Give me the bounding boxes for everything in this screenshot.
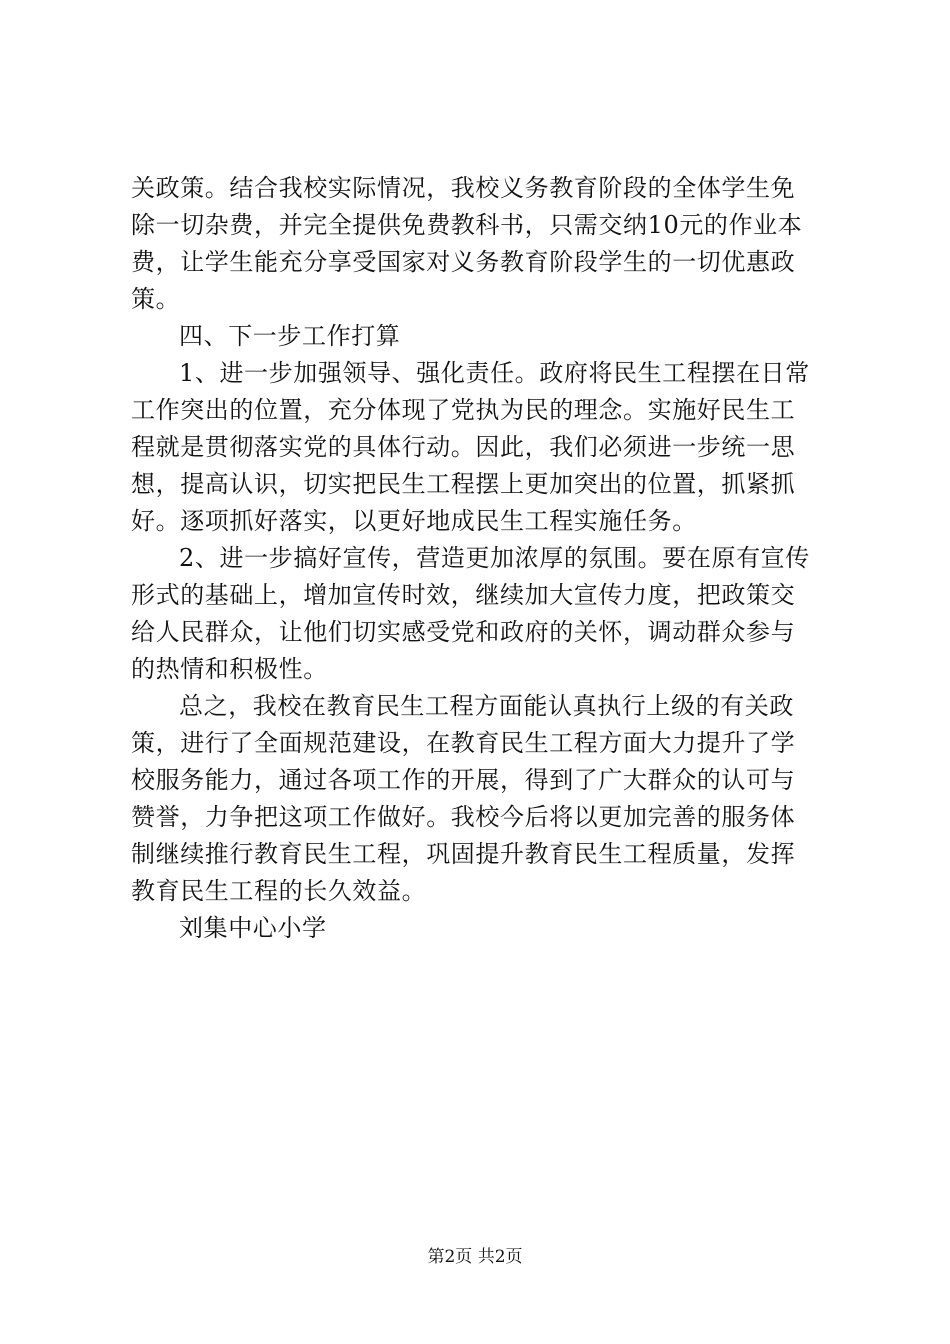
section-heading: 四、下一步工作打算: [179, 322, 401, 350]
text-line: 给人民群众，让他们切实感受党和政府的关怀，调动群众参与: [131, 618, 796, 646]
text-line: 教育民生工程的长久效益。: [131, 877, 427, 905]
text-line: 策。: [131, 285, 181, 313]
text-line: 1、进一步加强领导、强化责任。政府将民生工程摆在日常: [179, 359, 810, 387]
text-line: 的热情和积极性。: [131, 655, 328, 683]
text-line: 除一切杂费，并完全提供免费教科书，只需交纳10元的作业本: [131, 211, 803, 239]
text-line: 策，进行了全面规范建设，在教育民生工程方面大力提升了学: [131, 729, 796, 757]
text-line: 想，提高认识，切实把民生工程摆上更加突出的位置，抓紧抓: [131, 470, 796, 498]
text-line: 总之，我校在教育民生工程方面能认真执行上级的有关政: [179, 692, 794, 720]
text-line: 程就是贯彻落实党的具体行动。因此，我们必须进一步统一思: [131, 433, 796, 461]
text-line: 校服务能力，通过各项工作的开展，得到了广大群众的认可与: [131, 766, 796, 794]
document-body: [131, 170, 831, 947]
text-line: 工作突出的位置，充分体现了党执为民的理念。实施好民生工: [131, 396, 796, 424]
text-line: 制继续推行教育民生工程，巩固提升教育民生工程质量，发挥: [131, 840, 796, 868]
signature-line: 刘集中心小学: [179, 914, 327, 942]
text-line: 形式的基础上，增加宣传时效，继续加大宣传力度，把政策交: [131, 581, 796, 609]
text-line: 费，让学生能充分享受国家对义务教育阶段学生的一切优惠政: [131, 248, 796, 276]
page-number-label: 第2页 共2页: [427, 1247, 523, 1267]
text-line: 好。逐项抓好落实，以更好地成民生工程实施任务。: [131, 507, 697, 535]
text-line: 关政策。结合我校实际情况，我校义务教育阶段的全体学生免: [131, 174, 796, 202]
page-footer: [0, 1242, 950, 1267]
text-line: 赞誉，力争把这项工作做好。我校今后将以更加完善的服务体: [131, 803, 796, 831]
text-line: 2、进一步搞好宣传，营造更加浓厚的氛围。要在原有宣传: [179, 544, 810, 572]
